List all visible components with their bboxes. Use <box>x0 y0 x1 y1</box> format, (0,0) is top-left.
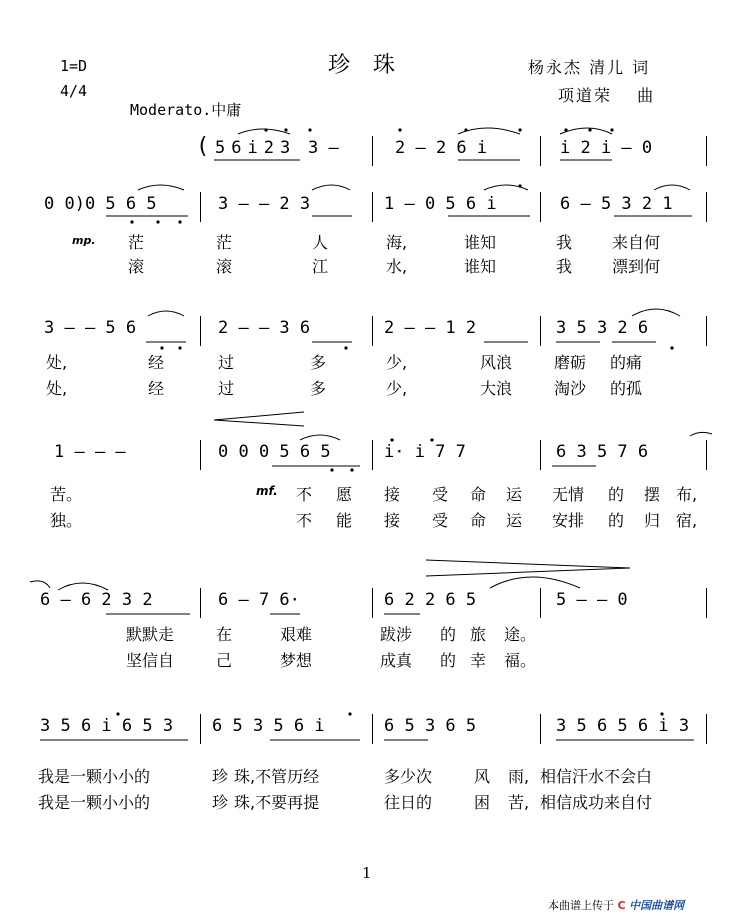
tempo-marking: Moderato.中庸 <box>130 101 242 119</box>
score-system-2 <box>0 188 740 278</box>
source-footer <box>548 897 684 913</box>
lyric-line-3b: 处, 经 过 多 少, 大浪 淘沙 的孤 <box>46 379 643 398</box>
page-number: 1 <box>362 864 372 882</box>
score-system-6 <box>0 710 740 810</box>
dynamic-mf: mf. <box>256 484 278 498</box>
lyricist-credit: 杨永杰 清儿 词 <box>528 58 651 77</box>
lyric-line-4b: 独。 不 能 接 受 命 运 安排 的 归 宿, <box>50 511 698 530</box>
site-logo-text: 中国曲谱网 <box>629 899 685 912</box>
notation-line-3: 3 — — 5 6 2 — — 3 6 2 — — 1 2 3 5 3 2 6 <box>44 318 649 338</box>
dynamic-mp: mp. <box>72 234 96 247</box>
notation-line-4: 1 — — — 0 0 0 5 6 5 i· i 7 7 6 3 5 7 6 <box>54 442 649 462</box>
time-signature: 4/4 <box>60 82 88 100</box>
lyric-line-6a: 我是一颗小小的 珍 珠,不管历经 多少次 风 雨, 相信汗水不会白 <box>38 767 653 786</box>
lyric-line-2a: 茫 茫 人 海, 谁知 我 来自何 <box>128 233 661 252</box>
composer-credit: 项道荣 曲 <box>558 86 656 105</box>
score-system-1 <box>0 132 740 172</box>
lyric-line-6b: 我是一颗小小的 珍 珠,不要再提 往日的 困 苦, 相信成功来自付 <box>38 793 653 812</box>
lyric-line-5a: 默默走 在 艰难 跋涉 的 旅 途。 <box>126 625 537 644</box>
score-system-5 <box>0 584 740 674</box>
lyric-line-3a: 处, 经 过 多 少, 风浪 磨砺 的痛 <box>46 353 643 372</box>
notation-line-2: 0 0)0 5 6 5 3 — — 2 3 1 — 0 5 6 i 6 — 5 3 2 1 <box>44 194 673 214</box>
lyric-line-2b: 滚 滚 江 水, 谁知 我 漂到何 <box>128 257 661 276</box>
lyric-line-4a: 苦。 不 愿 接 受 命 运 无情 的 摆 布, <box>50 485 698 504</box>
notation-line-6: 3 5 6 i 6 5 3 6 5 3 5 6 i 6 5 3 6 5 3 5 6 5 6 i 3 <box>40 716 690 736</box>
footer-text: 本曲谱上传于 <box>548 899 614 912</box>
key-signature: 1=D <box>60 57 88 75</box>
song-title: 珍 珠 <box>328 53 403 78</box>
lyric-line-5b: 坚信自 己 梦想 成真 的 幸 福。 <box>126 651 537 670</box>
notation-line-5: 6 — 6 2 3 2 6 — 7 6· 6 2 2 6 5 5 — — 0 <box>40 590 628 610</box>
site-logo-icon: C <box>617 899 626 912</box>
notation-line-1: ( 56i23 3 — 2 — 2 6 i i 2 i — 0 <box>196 134 653 159</box>
score-system-4 <box>0 436 740 530</box>
score-system-3 <box>0 312 740 402</box>
